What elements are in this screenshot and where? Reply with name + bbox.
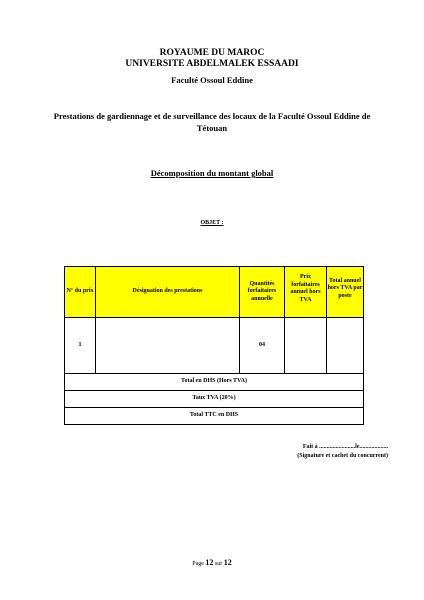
tva-label: Taux TVA (20%): [65, 391, 364, 408]
header-university: UNIVERSITE ABDELMALEK ESSAADI: [125, 59, 299, 69]
document-title-line2: Tétouan: [196, 123, 228, 133]
table-header-row: [65, 267, 364, 318]
row-num: 1: [65, 318, 96, 374]
total-ttc-label: Total TTC en DHS: [65, 408, 364, 425]
header-num: N° du prix: [65, 267, 96, 318]
signature-caption: (Signature et cachet du concurrent): [297, 453, 388, 459]
header-designation: Désignation des prestations: [96, 267, 240, 318]
document-title-line1: Prestations de gardiennage et de surveillance des locaux de la Faculté Ossoul Eddine de: [53, 111, 371, 121]
total-ttc-row: [65, 408, 364, 425]
header-price: Prix forfaitaires annuel hors TVA: [285, 267, 327, 318]
row-designation: [96, 318, 240, 374]
page-current: 12: [205, 558, 214, 567]
table-row: [65, 318, 364, 374]
header-total: Total annuel hors TVA par poste: [327, 267, 364, 318]
section-title: Décomposition du montant global: [150, 168, 274, 178]
signature-place-date: Fait à ........................le...................: [302, 444, 388, 450]
row-total: [327, 318, 364, 374]
header-quantity: Quantités forfaitaires annuelle: [240, 267, 285, 318]
page-total: 12: [223, 558, 232, 567]
row-quantity: 04: [240, 318, 285, 374]
header-faculty: Faculté Ossoul Eddine: [171, 75, 253, 85]
price-table: [64, 266, 364, 425]
tva-row: [65, 391, 364, 408]
page-prefix: Page: [192, 561, 204, 567]
page-mid: sur: [214, 561, 223, 567]
header-kingdom: ROYAUME DU MAROC: [159, 48, 265, 58]
page-number: [0, 558, 424, 567]
total-ht-row: [65, 374, 364, 391]
total-ht-label: Total en DHS (Hors TVA): [65, 374, 364, 391]
row-price: [285, 318, 327, 374]
objet-label: OBJET :: [200, 220, 224, 226]
